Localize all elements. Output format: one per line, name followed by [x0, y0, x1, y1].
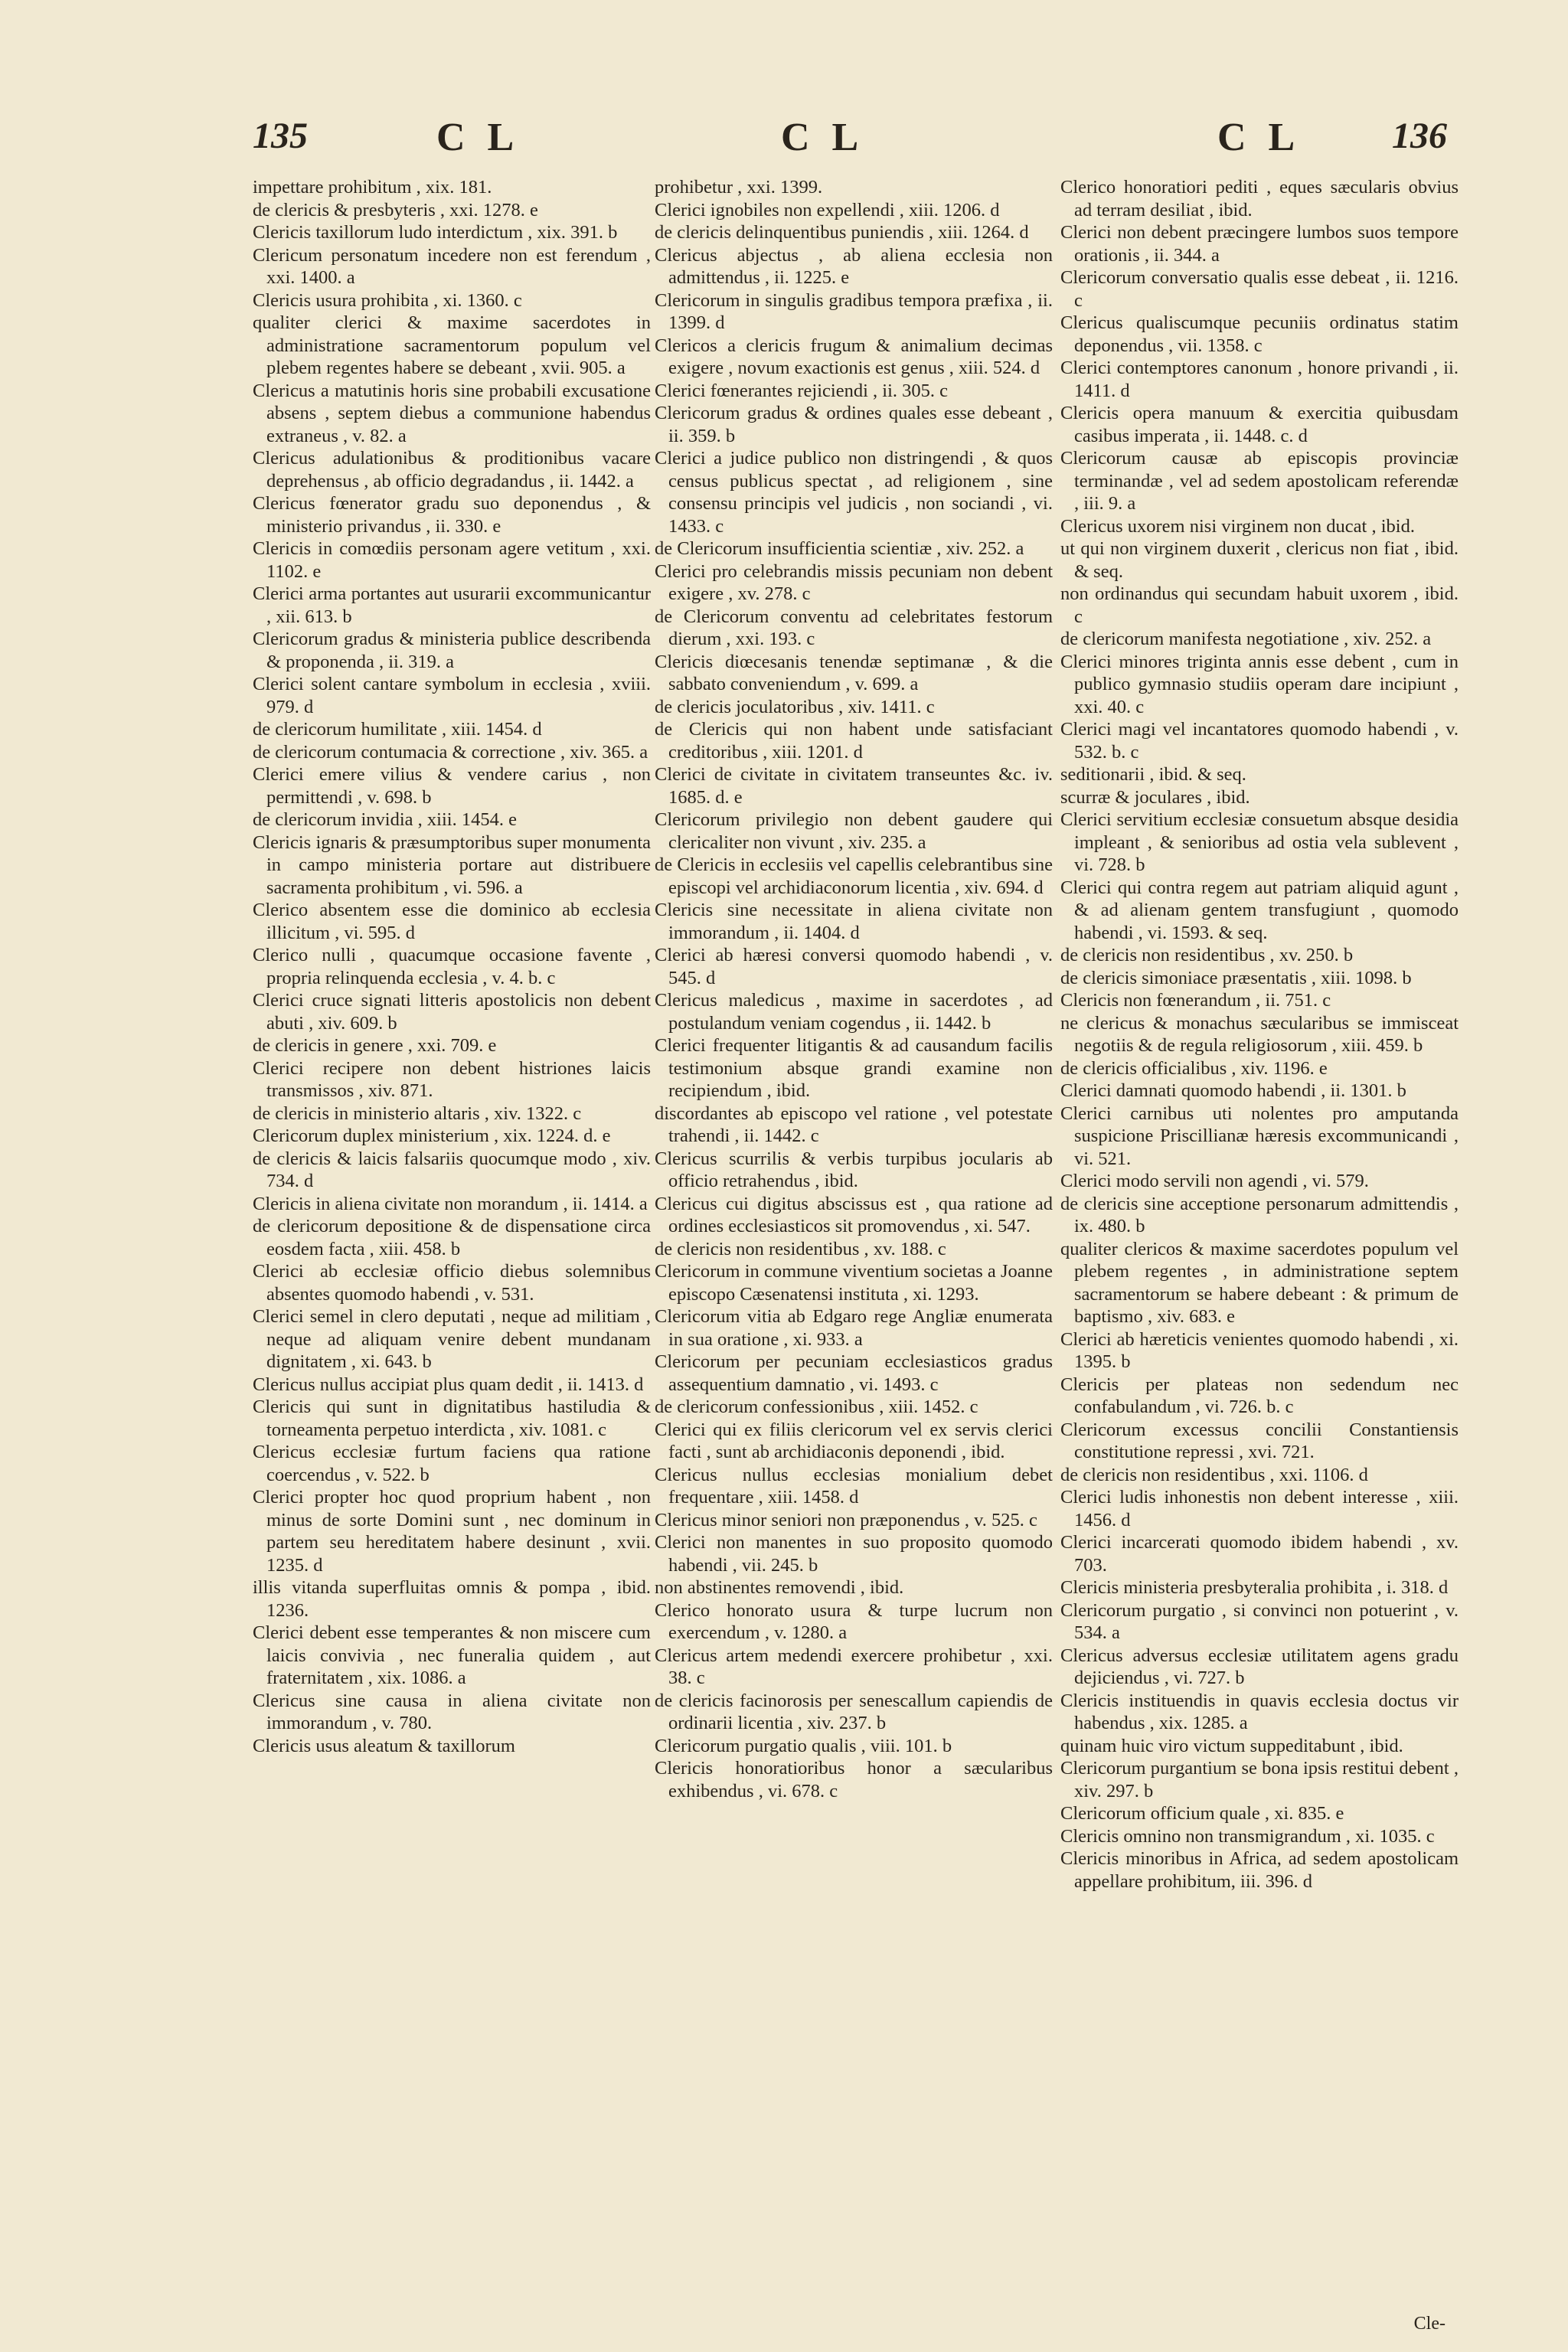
index-entry: Clericus uxorem nisi virginem non ducat , ibid.: [1060, 515, 1415, 537]
index-entry: Clerici ab hæreticis venientes quomodo habendi , xi. 1395. b: [1060, 1328, 1459, 1372]
index-entry: Clericus scurrilis & verbis turpibus jocularis ab officio retrahendus , ibid.: [655, 1148, 1053, 1191]
index-entry: Clericis minoribus in Africa, ad sedem apostolicam appellare prohibitum, iii. 396. d: [1060, 1848, 1459, 1892]
page-header: [253, 115, 1447, 176]
index-entry: de clericis delinquentibus puniendis , xiii. 1264. d: [655, 222, 1029, 243]
index-entry: de clericis simoniace præsentatis , xiii. 1098. b: [1060, 967, 1412, 988]
index-entry: Clericus maledicus , maxime in sacerdotes , ad postulandum veniam cogendus , ii. 1442. b: [655, 990, 1053, 1034]
page-number-left: 135: [253, 116, 308, 156]
index-entry: Clerico nulli , quacumque occasione favente , propria relinquenda ecclesia , v. 4. b. c: [253, 945, 651, 988]
index-entry: Clericorum conversatio qualis esse debeat , ii. 1216. c: [1060, 267, 1459, 311]
index-entry: qualiter clericos & maxime sacerdotes populum vel plebem regentes , in administratione septem sacramentorum se habere debeant : & primum de baptismo , xiv. 683. e: [1060, 1238, 1459, 1327]
index-entry: ut qui non virginem duxerit , clericus non fiat , ibid. & seq.: [1060, 538, 1459, 582]
index-entry: de clericis joculatoribus , xiv. 1411. c: [655, 696, 935, 717]
index-entry: de clericis & laicis falsariis quocumque modo , xiv. 734. d: [253, 1148, 651, 1191]
index-entry: Clericis usus aleatum & taxillorum: [253, 1735, 515, 1756]
index-entry: Clerici qui contra regem aut patriam aliquid agunt , & ad alienam gentem transfugiunt , quomodo habendi , vi. 1593. & seq.: [1060, 877, 1459, 943]
index-entry: Clericorum in commune viventium societas a Joanne episcopo Cæsenatensi instituta , xi. 1293.: [655, 1261, 1053, 1305]
index-entry: de clericis sine acceptione personarum admittendis , ix. 480. b: [1060, 1193, 1459, 1236]
index-entry: prohibetur , xxi. 1399.: [655, 177, 823, 198]
index-entry: Clerici magi vel incantatores quomodo habendi , v. 532. b. c: [1060, 719, 1459, 763]
index-entry: scurræ & joculares , ibid.: [1060, 786, 1250, 808]
index-entry: Clerici non manentes in suo proposito quomodo habendi , vii. 245. b: [655, 1532, 1053, 1576]
index-entry: Clericis sine necessitate in aliena civitate non immorandum , ii. 1404. d: [655, 900, 1053, 943]
index-entry: Clerici pro celebrandis missis pecuniam non debent exigere , xv. 278. c: [655, 560, 1053, 604]
index-entry: Clericorum gradus & ministeria publice describenda & proponenda , ii. 319. a: [253, 629, 651, 672]
index-entry: de clericorum depositione & de dispensatione circa eosdem facta , xiii. 458. b: [253, 1216, 651, 1259]
index-entry: Clericus fœnerator gradu suo deponendus , & ministerio privandus , ii. 330. e: [253, 493, 651, 537]
index-entry: Clericos a clericis frugum & animalium decimas exigere , novum exactionis est genus , xiii. 524. d: [655, 335, 1053, 378]
index-column-left: [253, 176, 651, 1757]
index-entry: Clericorum vitia ab Edgaro rege Angliæ enumerata in sua oratione , xi. 933. a: [655, 1306, 1053, 1350]
index-entry: Clericis non fœnerandum , ii. 751. c: [1060, 990, 1331, 1011]
index-entry: Clericus ecclesiæ furtum faciens qua ratione coercendus , v. 522. b: [253, 1442, 651, 1485]
index-entry: Clericus nullus accipiat plus quam dedit , ii. 1413. d: [253, 1374, 644, 1395]
index-entry: Clerici ab ecclesiæ officio diebus solemnibus absentes quomodo habendi , v. 531.: [253, 1261, 651, 1305]
index-column-center: [655, 176, 1053, 1802]
page-number-right: 136: [1392, 116, 1447, 156]
index-entry: Clericorum purgatio , si convinci non potuerint , v. 534. a: [1060, 1599, 1459, 1643]
index-entry: Clericus artem medendi exercere prohibetur , xxi. 38. c: [655, 1645, 1053, 1688]
index-entry: Clericis honoratioribus honor a sæcularibus exhibendus , vi. 678. c: [655, 1758, 1053, 1802]
index-entry: Clerici de civitate in civitatem transeuntes &c. iv. 1685. d. e: [655, 764, 1053, 808]
index-entry: Clericum personatum incedere non est ferendum , xxi. 1400. a: [253, 244, 651, 288]
index-entry: Clericus sine causa in aliena civitate non immorandum , v. 780.: [253, 1690, 651, 1733]
index-entry: de clericorum humilitate , xiii. 1454. d: [253, 719, 542, 740]
index-entry: Clericorum purgantium se bona ipsis restitui debent , xiv. 297. b: [1060, 1758, 1459, 1802]
index-entry: Clericorum causæ ab episcopis provinciæ terminandæ , vel ad sedem apostolicam referendæ , iii. 9. a: [1060, 448, 1459, 514]
index-entry: Clerici modo servili non agendi , vi. 579.: [1060, 1171, 1369, 1191]
index-entry: Clerici carnibus uti nolentes pro amputanda suspicione Priscillianæ hæresis excommunicandi , vi. 521.: [1060, 1102, 1459, 1169]
index-entry: de clericis in genere , xxi. 709. e: [253, 1035, 497, 1056]
index-column-right: [1060, 176, 1459, 1893]
index-entry: Clerici ignobiles non expellendi , xiii. 1206. d: [655, 199, 1000, 220]
index-entry: Clerici incarcerati quomodo ibidem habendi , xv. 703.: [1060, 1532, 1459, 1576]
index-entry: seditionarii , ibid. & seq.: [1060, 764, 1246, 785]
index-entry: Clericorum excessus concilii Constantiensis constitutione repressi , xvi. 721.: [1060, 1419, 1459, 1462]
catchword: Cle-: [1413, 2314, 1446, 2334]
index-entry: Clerici fœnerantes rejiciendi , ii. 305. c: [655, 380, 949, 401]
index-entry: de Clericis in ecclesiis vel capellis celebrantibus sine episcopi vel archidiaconorum licentia , xiv. 694. d: [655, 854, 1053, 898]
index-entry: de Clericorum insufficientia scientiæ , xiv. 252. a: [655, 538, 1024, 559]
index-entry: Clericis omnino non transmigrandum , xi. 1035. c: [1060, 1825, 1435, 1847]
index-entry: Clericus minor seniori non præponendus , v. 525. c: [655, 1509, 1037, 1530]
index-entry: de clericis non residentibus , xxi. 1106. d: [1060, 1464, 1368, 1485]
index-entry: Clericis per plateas non sedendum nec confabulandum , vi. 726. b. c: [1060, 1374, 1459, 1417]
index-entry: Clericis opera manuum & exercitia quibusdam casibus imperata , ii. 1448. c. d: [1060, 403, 1459, 446]
index-entry: Clerici semel in clero deputati , neque ad militiam , neque ad aliquam venire debent mundanam dignitatem , xi. 643. b: [253, 1306, 651, 1372]
index-entry: discordantes ab episcopo vel ratione , vel potestate trahendi , ii. 1442. c: [655, 1102, 1053, 1146]
index-entry: de clericorum invidia , xiii. 1454. e: [253, 809, 517, 830]
index-entry: de clericis non residentibus , xv. 250. b: [1060, 945, 1354, 965]
index-entry: Clericus a matutinis horis sine probabili excusatione absens , septem diebus a communione habendus extraneus , v. 82. a: [253, 380, 651, 446]
index-entry: illis vitanda superfluitas omnis & pompa , ibid. 1236.: [253, 1577, 651, 1621]
running-head-center: C L: [781, 116, 865, 159]
index-entry: Clerici recipere non debent histriones laicis transmissos , xiv. 871.: [253, 1057, 651, 1101]
index-entry: Clericorum in singulis gradibus tempora præfixa , ii. 1399. d: [655, 289, 1053, 333]
index-entry: Clerici debent esse temperantes & non miscere cum laicis convivia , nec funeralia quidem , aut fraternitatem , xix. 1086. a: [253, 1622, 651, 1688]
index-entry: Clericorum privilegio non debent gaudere qui clericaliter non vivunt , xiv. 235. a: [655, 809, 1053, 853]
index-entry: Clericus cui digitus abscissus est , qua ratione ad ordines ecclesiasticos sit promovendus , xi. 547.: [655, 1193, 1053, 1236]
index-entry: de clericis & presbyteris , xxi. 1278. e: [253, 199, 538, 220]
index-entry: Clericis diœcesanis tenendæ septimanæ , & die sabbato conveniendum , v. 699. a: [655, 651, 1053, 694]
index-entry: Clericus adversus ecclesiæ utilitatem agens gradu dejiciendus , vi. 727. b: [1060, 1645, 1459, 1688]
index-entry: Clerici qui ex filiis clericorum vel ex servis clerici facti , sunt ab archidiaconis deponendi , ibid.: [655, 1419, 1053, 1462]
index-entry: Clericorum officium quale , xi. 835. e: [1060, 1803, 1344, 1824]
running-head-right: C L: [1217, 116, 1302, 159]
index-entry: Clerici servitium ecclesiæ consuetum absque desidia impleant , & senioribus ad ostia vela sublevent , vi. 728. b: [1060, 809, 1459, 875]
index-entry: Clericis ministeria presbyteralia prohibita , i. 318. d: [1060, 1577, 1449, 1598]
index-entry: Clerici minores triginta annis esse debent , cum in publico gymnasio studiis operam dare incipiunt , xxi. 40. c: [1060, 651, 1459, 717]
index-entry: Clerici ab hæresi conversi quomodo habendi , v. 545. d: [655, 945, 1053, 988]
index-entry: Clerici emere vilius & vendere carius , non permittendi , v. 698. b: [253, 764, 651, 808]
index-entry: Clerici a judice publico non distringendi , & quos census publicus spectat , ad religionem , sine consensu principis vel judicis , non sociandi , vi. 1433. c: [655, 448, 1053, 537]
index-entry: de clericis officialibus , xiv. 1196. e: [1060, 1057, 1328, 1079]
index-entry: Clericus qualiscumque pecuniis ordinatus statim deponendus , vii. 1358. c: [1060, 312, 1459, 356]
index-entry: Clericus abjectus , ab aliena ecclesia non admittendus , ii. 1225. e: [655, 244, 1053, 288]
index-entry: Clericorum duplex ministerium , xix. 1224. d. e: [253, 1125, 611, 1146]
index-entry: Clerici damnati quomodo habendi , ii. 1301. b: [1060, 1080, 1406, 1101]
index-entry: Clerici solent cantare symbolum in ecclesia , xviii. 979. d: [253, 674, 651, 717]
index-entry: Clericis instituendis in quavis ecclesia doctus vir habendus , xix. 1285. a: [1060, 1690, 1459, 1733]
index-entry: Clerici ludis inhonestis non debent interesse , xiii. 1456. d: [1060, 1487, 1459, 1530]
index-entry: Clerico honorato usura & turpe lucrum non exercendum , v. 1280. a: [655, 1599, 1053, 1643]
index-entry: de clericorum contumacia & correctione , xiv. 365. a: [253, 741, 648, 763]
running-head-left: C L: [436, 116, 521, 159]
index-entry: Clericorum purgatio qualis , viii. 101. b: [655, 1735, 952, 1756]
index-entry: Clerico absentem esse die dominico ab ecclesia illicitum , vi. 595. d: [253, 900, 651, 943]
index-entry: Clerici frequenter litigantis & ad causandum facilis testimonium absque grandi examine non recipiendum , ibid.: [655, 1035, 1053, 1101]
index-entry: Clericis qui sunt in dignitatibus hastiludia & torneamenta perpetuo interdicta , xiv. 1081. c: [253, 1396, 651, 1440]
index-entry: non abstinentes removendi , ibid.: [655, 1577, 904, 1598]
index-entry: Clericorum gradus & ordines quales esse debeant , ii. 359. b: [655, 403, 1053, 446]
index-entry: de clericis facinorosis per senescallum capiendis de ordinarii licentia , xiv. 237. b: [655, 1690, 1053, 1733]
index-entry: Clericus nullus ecclesias monialium debet frequentare , xiii. 1458. d: [655, 1464, 1053, 1508]
index-entry: Clerici arma portantes aut usurarii excommunicantur , xii. 613. b: [253, 583, 651, 627]
index-entry: Clerico honoratiori pediti , eques sæcularis obvius ad terram desiliat , ibid.: [1060, 177, 1459, 220]
index-entry: de clericis non residentibus , xv. 188. c: [655, 1238, 946, 1259]
index-entry: impettare prohibitum , xix. 181.: [253, 177, 492, 198]
index-entry: de clericorum manifesta negotiatione , xiv. 252. a: [1060, 629, 1432, 649]
index-entry: non ordinandus qui secundam habuit uxorem , ibid. c: [1060, 583, 1459, 627]
index-entry: de clericorum confessionibus , xiii. 1452. c: [655, 1396, 978, 1417]
index-entry: Clericis ignaris & præsumptoribus super monumenta in campo ministeria portare aut distribuere sacramenta prohibitum , vi. 596. a: [253, 831, 651, 898]
index-entry: Clerici contemptores canonum , honore privandi , ii. 1411. d: [1060, 358, 1459, 401]
index-entry: qualiter clerici & maxime sacerdotes in administratione sacramentorum populum vel plebem regentes habere se debeant , xvii. 905. a: [253, 312, 651, 378]
index-entry: de clericis in ministerio altaris , xiv. 1322. c: [253, 1102, 582, 1124]
index-entry: de Clericis qui non habent unde satisfaciant creditoribus , xiii. 1201. d: [655, 719, 1053, 763]
index-entry: Clericis taxillorum ludo interdictum , xix. 391. b: [253, 222, 618, 243]
index-entry: Clericus adulationibus & proditionibus vacare deprehensus , ab officio degradandus , ii. 1442. a: [253, 448, 651, 492]
index-entry: de Clericorum conventu ad celebritates festorum dierum , xxi. 193. c: [655, 606, 1053, 649]
index-entry: Clericis in comœdiis personam agere vetitum , xxi. 1102. e: [253, 538, 651, 582]
index-entry: quinam huic viro victum suppeditabunt , ibid.: [1060, 1735, 1403, 1756]
index-entry: Clericorum per pecuniam ecclesiasticos gradus assequentium damnatio , vi. 1493. c: [655, 1351, 1053, 1395]
index-entry: Clerici cruce signati litteris apostolicis non debent abuti , xiv. 609. b: [253, 990, 651, 1034]
index-entry: Clerici non debent præcingere lumbos suos tempore orationis , ii. 344. a: [1060, 222, 1459, 266]
index-entry: ne clericus & monachus sæcularibus se immisceat negotiis & de regula religiosorum , xiii. 459. b: [1060, 1012, 1459, 1056]
index-entry: Clerici propter hoc quod proprium habent , non minus de sorte Domini sunt , nec dominum in partem seu hereditatem habere desinunt , xvii. 1235. d: [253, 1487, 651, 1576]
index-entry: Clericis usura prohibita , xi. 1360. c: [253, 289, 522, 311]
index-entry: Clericis in aliena civitate non morandum , ii. 1414. a: [253, 1193, 648, 1214]
